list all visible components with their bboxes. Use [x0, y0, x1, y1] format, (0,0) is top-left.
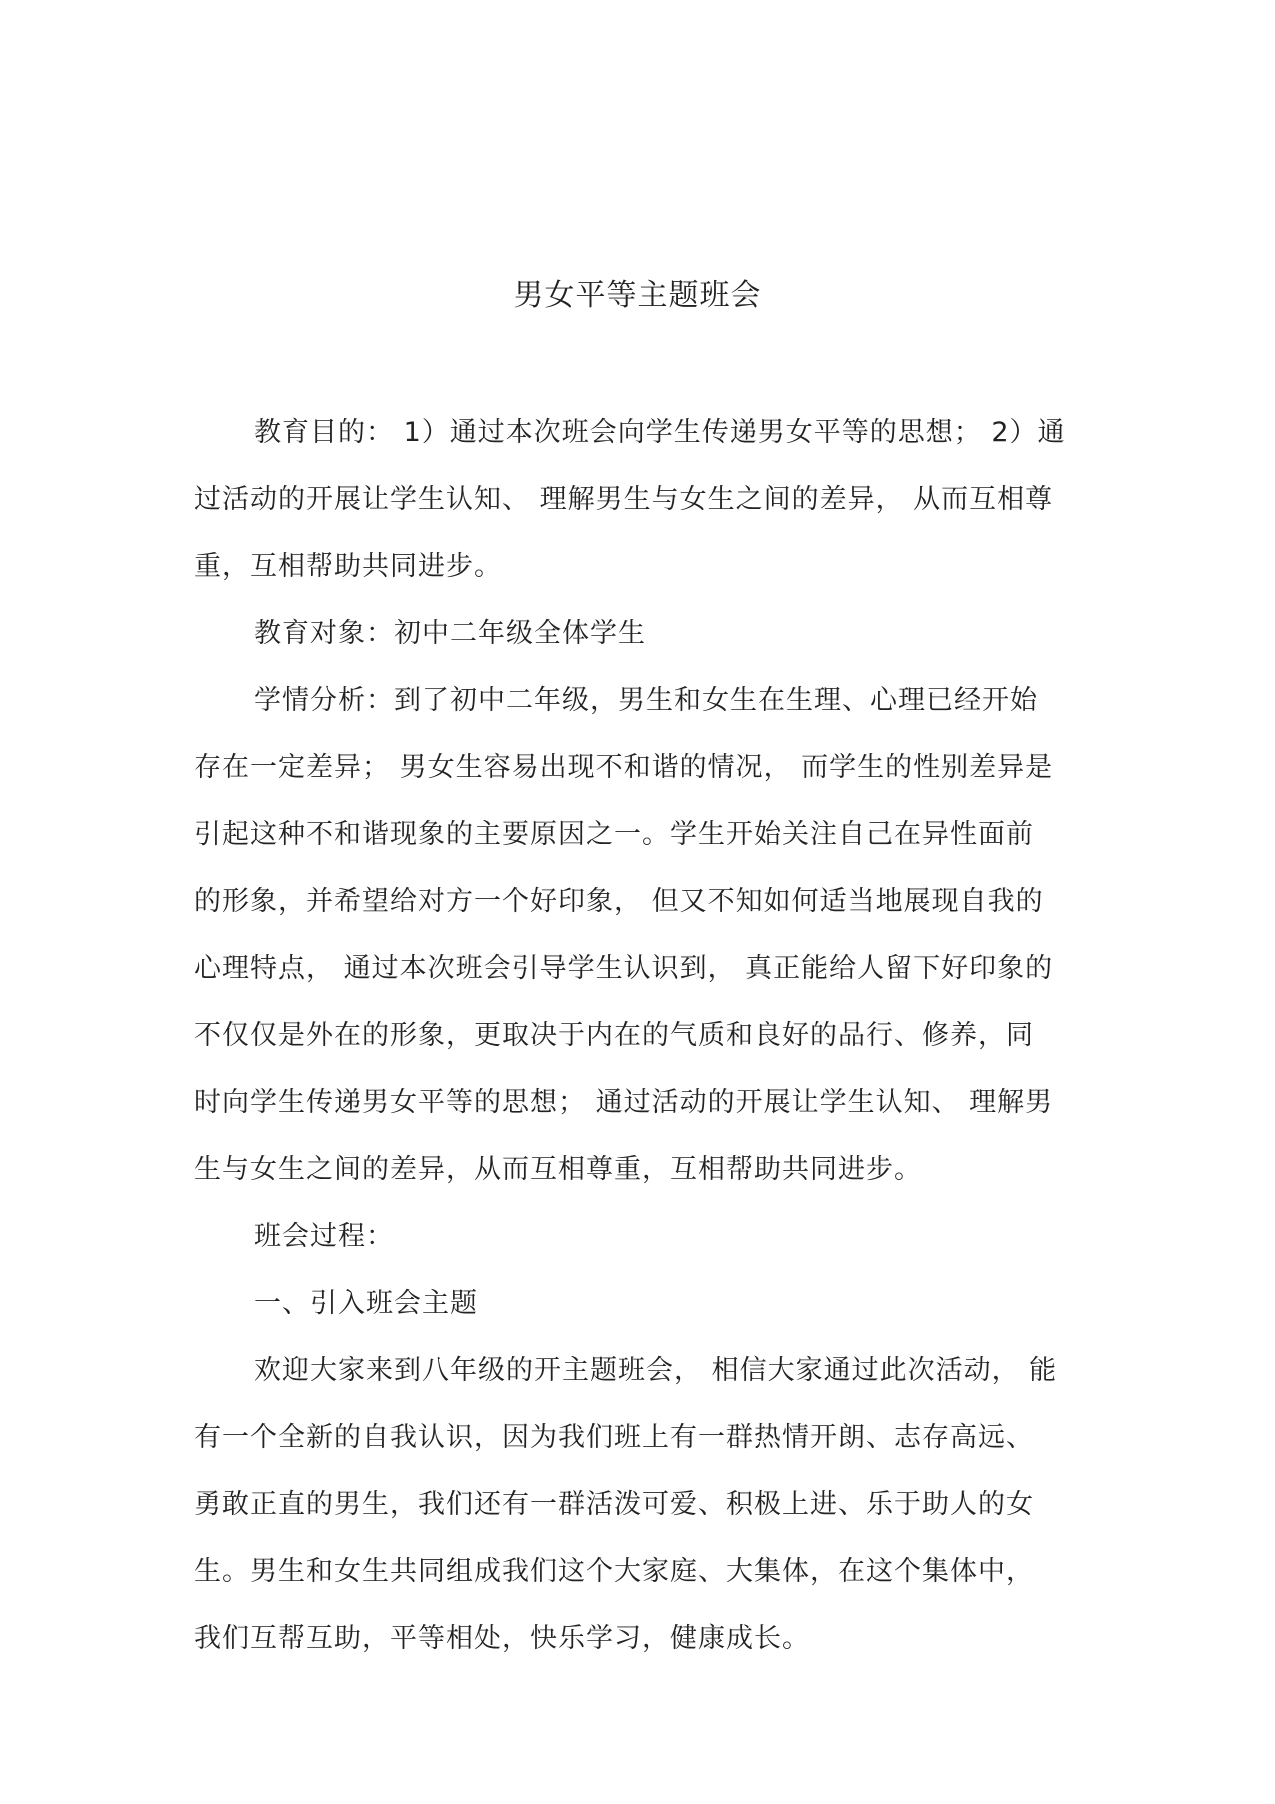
paragraph-line: 存在一定差异； 男女生容易出现不和谐的情况， 而学生的性别差异是	[194, 752, 1054, 783]
paragraph-line: 我们互帮互助，平等相处，快乐学习，健康成长。	[194, 1623, 810, 1654]
section-label: 班会过程：	[254, 1221, 394, 1252]
paragraph-line: 的形象，并希望给对方一个好印象， 但又不知如何适当地展现自我的	[194, 886, 1044, 917]
paragraph-line: 过活动的开展让学生认知、 理解男生与女生之间的差异， 从而互相尊	[194, 484, 1054, 515]
paragraph-line: 生与女生之间的差异，从而互相尊重，互相帮助共同进步。	[194, 1154, 922, 1185]
paragraph-line: 引起这种不和谐现象的主要原因之一。学生开始关注自己在异性面前	[194, 819, 1034, 850]
paragraph-line: 不仅仅是外在的形象，更取决于内在的气质和良好的品行、修养，同	[194, 1020, 1034, 1051]
paragraph-line: 有一个全新的自我认识，因为我们班上有一群热情开朗、志存高远、	[194, 1422, 1034, 1453]
paragraph-line: 时向学生传递男女平等的思想； 通过活动的开展让学生认知、 理解男	[194, 1087, 1054, 1118]
section-heading: 一、引入班会主题	[254, 1288, 478, 1319]
document-title: 男女平等主题班会	[513, 278, 762, 313]
paragraph-line: 教育目的： 1）通过本次班会向学生传递男女平等的思想； 2）通	[254, 417, 1066, 448]
paragraph-line: 生。男生和女生共同组成我们这个大家庭、大集体，在这个集体中，	[194, 1556, 1034, 1587]
paragraph-line: 勇敢正直的男生，我们还有一群活泼可爱、积极上进、乐于助人的女	[194, 1489, 1034, 1520]
paragraph-line: 欢迎大家来到八年级的开主题班会， 相信大家通过此次活动， 能	[254, 1355, 1058, 1386]
paragraph-line: 重，互相帮助共同进步。	[194, 551, 502, 582]
paragraph-line: 学情分析：到了初中二年级，男生和女生在生理、心理已经开始	[254, 685, 1038, 716]
paragraph-line: 教育对象：初中二年级全体学生	[254, 618, 646, 649]
paragraph-line: 心理特点， 通过本次班会引导学生认识到， 真正能给人留下好印象的	[194, 953, 1054, 984]
